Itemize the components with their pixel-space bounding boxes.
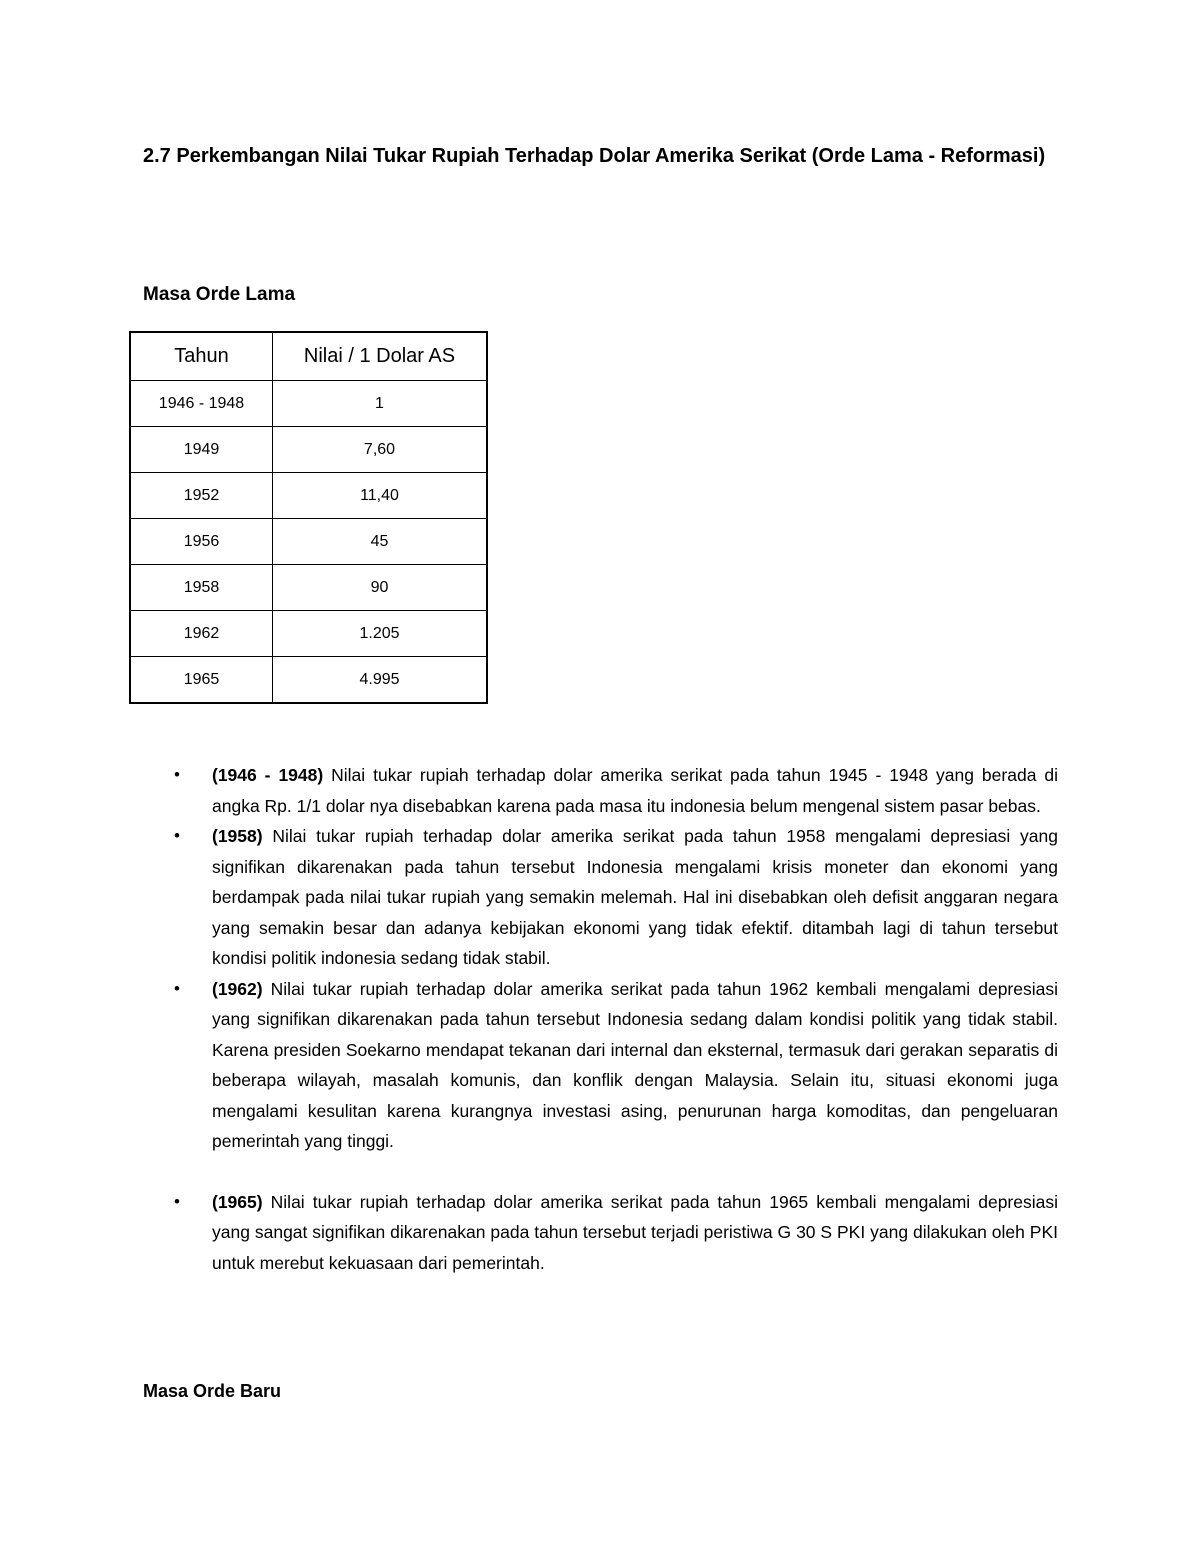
- cell-tahun: 1965: [130, 657, 273, 704]
- cell-tahun: 1958: [130, 565, 273, 611]
- table-row: [130, 381, 487, 427]
- table-row: [130, 427, 487, 473]
- cell-nilai: 90: [273, 565, 488, 611]
- table-row: [130, 611, 487, 657]
- bullet-icon: •: [174, 765, 180, 784]
- document-page: [143, 138, 1058, 1401]
- cell-tahun: 1949: [130, 427, 273, 473]
- section-heading-orde-lama: Masa Orde Lama: [143, 284, 296, 305]
- cell-nilai: 1.205: [273, 611, 488, 657]
- cell-tahun: 1952: [130, 473, 273, 519]
- cell-nilai: 11,40: [273, 473, 488, 519]
- cell-tahun: 1956: [130, 519, 273, 565]
- cell-nilai: 45: [273, 519, 488, 565]
- column-header-nilai: Nilai / 1 Dolar AS: [273, 332, 488, 381]
- bullet-icon: •: [174, 978, 180, 998]
- cell-tahun: 1946 - 1948: [130, 381, 273, 427]
- note-text: Nilai tukar rupiah terhadap dolar amerika serikat pada tahun 1958 mengalami depresiasi yang signifikan dikarenakan pada tahun tersebut Indonesia mengalami krisis moneter dan ekonomi yang berdampak pada nilai tukar rupiah yang semakin melemah. Hal ini disebabkan oleh defisit anggaran negara yang semakin besar dan adanya kebijakan ekonomi yang tidak efektif. ditambah lagi di tahun tersebut kondisi politik indonesia sedang tidak stabil.: [212, 826, 1058, 968]
- exchange-rate-table: [129, 331, 488, 704]
- bullet-icon: •: [174, 1191, 180, 1211]
- table-row: [130, 519, 487, 565]
- note-text: Nilai tukar rupiah terhadap dolar amerika serikat pada tahun 1962 kembali mengalami depresiasi yang signifikan dikarenakan pada tahun tersebut Indonesia sedang dalam kondisi politik yang tidak stabil. Karena presiden Soekarno mendapat tekanan dari internal dan eksternal, termasuk dari gerakan separatis di beberapa wilayah, masalah komunis, dan konflik dengan Malaysia. Selain itu, situasi ekonomi juga mengalami kesulitan karena kurangnya investasi asing, penurunan harga komoditas, dan pengeluaran pemerintah yang tinggi.: [212, 978, 1058, 1151]
- note-year: (1946 - 1948): [212, 765, 324, 785]
- note-text: Nilai tukar rupiah terhadap dolar amerika serikat pada tahun 1965 kembali mengalami depresiasi yang sangat signifikan dikarenakan pada tahun tersebut terjadi peristiwa G 30 S PKI yang dilakukan oleh PKI untuk merebut kekuasaan dari pemerintah.: [212, 1191, 1058, 1273]
- page-title: 2.7 Perkembangan Nilai Tukar Rupiah Terhadap Dolar Amerika Serikat (Orde Lama - Reformasi): [143, 145, 1046, 167]
- table-row: [130, 565, 487, 611]
- table-header-row: [130, 332, 487, 381]
- cell-tahun: 1962: [130, 611, 273, 657]
- bullet-icon: •: [174, 826, 180, 845]
- column-header-tahun: Tahun: [130, 332, 273, 381]
- list-item: [143, 821, 1058, 974]
- table-row: [130, 657, 487, 704]
- table-row: [130, 473, 487, 519]
- note-year: (1962): [212, 978, 263, 999]
- section-heading-orde-baru: Masa Orde Baru: [143, 1381, 282, 1401]
- cell-nilai: 1: [273, 381, 488, 427]
- notes-list: [143, 760, 1058, 1278]
- cell-nilai: 4.995: [273, 657, 488, 704]
- cell-nilai: 7,60: [273, 427, 488, 473]
- list-item: [143, 760, 1058, 821]
- note-year: (1965): [212, 1191, 263, 1212]
- note-year: (1958): [212, 826, 263, 846]
- list-item: [143, 974, 1058, 1157]
- list-item: [143, 1187, 1058, 1279]
- note-text: Nilai tukar rupiah terhadap dolar amerika serikat pada tahun 1945 - 1948 yang berada di angka Rp. 1/1 dolar nya disebabkan karena pada masa itu indonesia belum mengenal sistem pasar bebas.: [212, 765, 1058, 816]
